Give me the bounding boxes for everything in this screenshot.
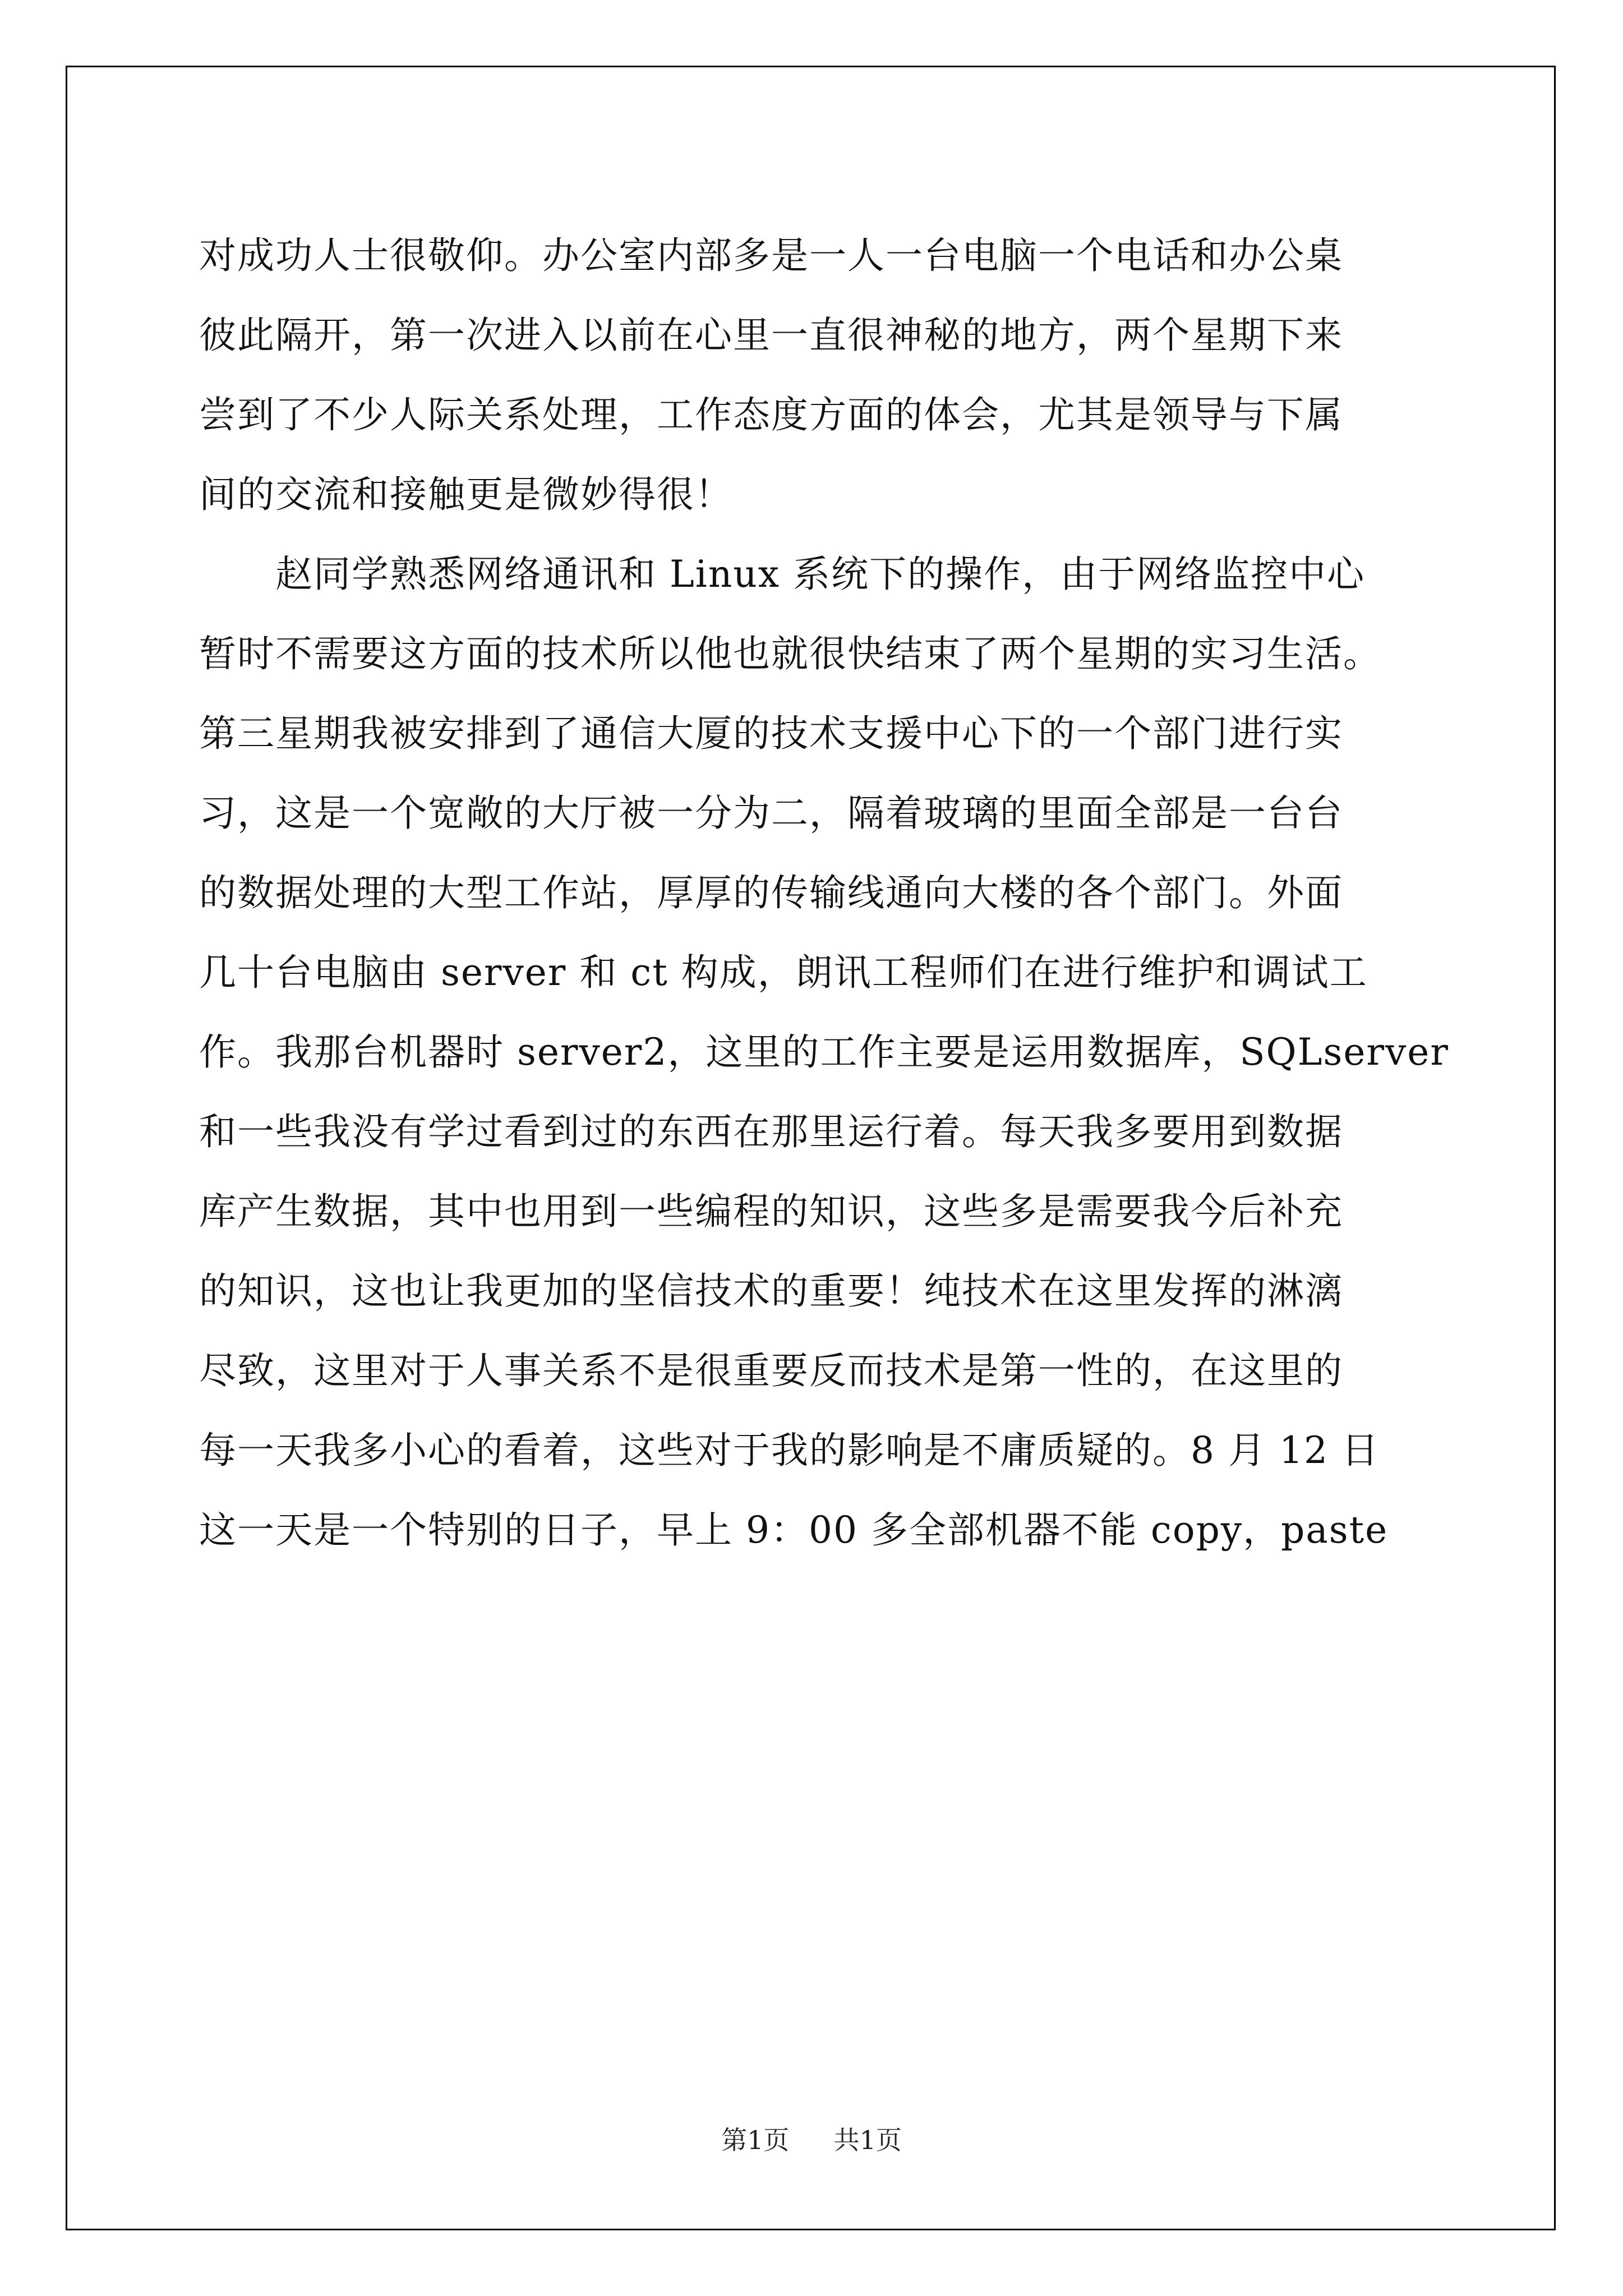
- text-line: 彼此隔开，第一次进入以前在心里一直很神秘的地方，两个星期下来: [199, 314, 1343, 357]
- page-number: 第1页: [721, 2125, 790, 2155]
- text-line: 的知识，这也让我更加的坚信技术的重要！纯技术在这里发挥的淋漓: [199, 1269, 1343, 1313]
- text-line: 的数据处理的大型工作站，厚厚的传输线通向大楼的各个部门。外面: [199, 871, 1343, 914]
- document-body: [199, 216, 1449, 1570]
- text-line: 作。我那台机器时 server2，这里的工作主要是运用数据库，SQLserver: [199, 1030, 1449, 1074]
- text-line: 几十台电脑由 server 和 ct 构成，朗讯工程师们在进行维护和调试工: [199, 951, 1368, 994]
- text-line: 和一些我没有学过看到过的东西在那里运行着。每天我多要用到数据: [199, 1110, 1343, 1153]
- page-total: 共1页: [833, 2125, 902, 2155]
- text-line: 每一天我多小心的看着，这些对于我的影响是不庸质疑的。8 月 12 日: [199, 1429, 1380, 1472]
- page-footer: [0, 2123, 1623, 2157]
- text-line: 间的交流和接触更是微妙得很！: [199, 473, 733, 516]
- text-line: 赵同学熟悉网络通讯和 Linux 系统下的操作，由于网络监控中心: [199, 553, 1366, 596]
- text-line: 这一天是一个特别的日子，早上 9：00 多全部机器不能 copy，paste: [199, 1508, 1389, 1552]
- text-line: 对成功人士很敬仰。办公室内部多是一人一台电脑一个电话和办公桌: [199, 234, 1343, 277]
- text-line: 尝到了不少人际关系处理，工作态度方面的体会，尤其是领导与下属: [199, 393, 1343, 436]
- text-line: 习，这是一个宽敞的大厅被一分为二，隔着玻璃的里面全部是一台台: [199, 792, 1343, 835]
- text-line: 暂时不需要这方面的技术所以他也就很快结束了两个星期的实习生活。: [199, 632, 1381, 675]
- text-line: 第三星期我被安排到了通信大厦的技术支援中心下的一个部门进行实: [199, 712, 1343, 755]
- text-line: 尽致，这里对于人事关系不是很重要反而技术是第一性的，在这里的: [199, 1349, 1343, 1392]
- text-line: 库产生数据，其中也用到一些编程的知识，这些多是需要我今后补充: [199, 1190, 1343, 1233]
